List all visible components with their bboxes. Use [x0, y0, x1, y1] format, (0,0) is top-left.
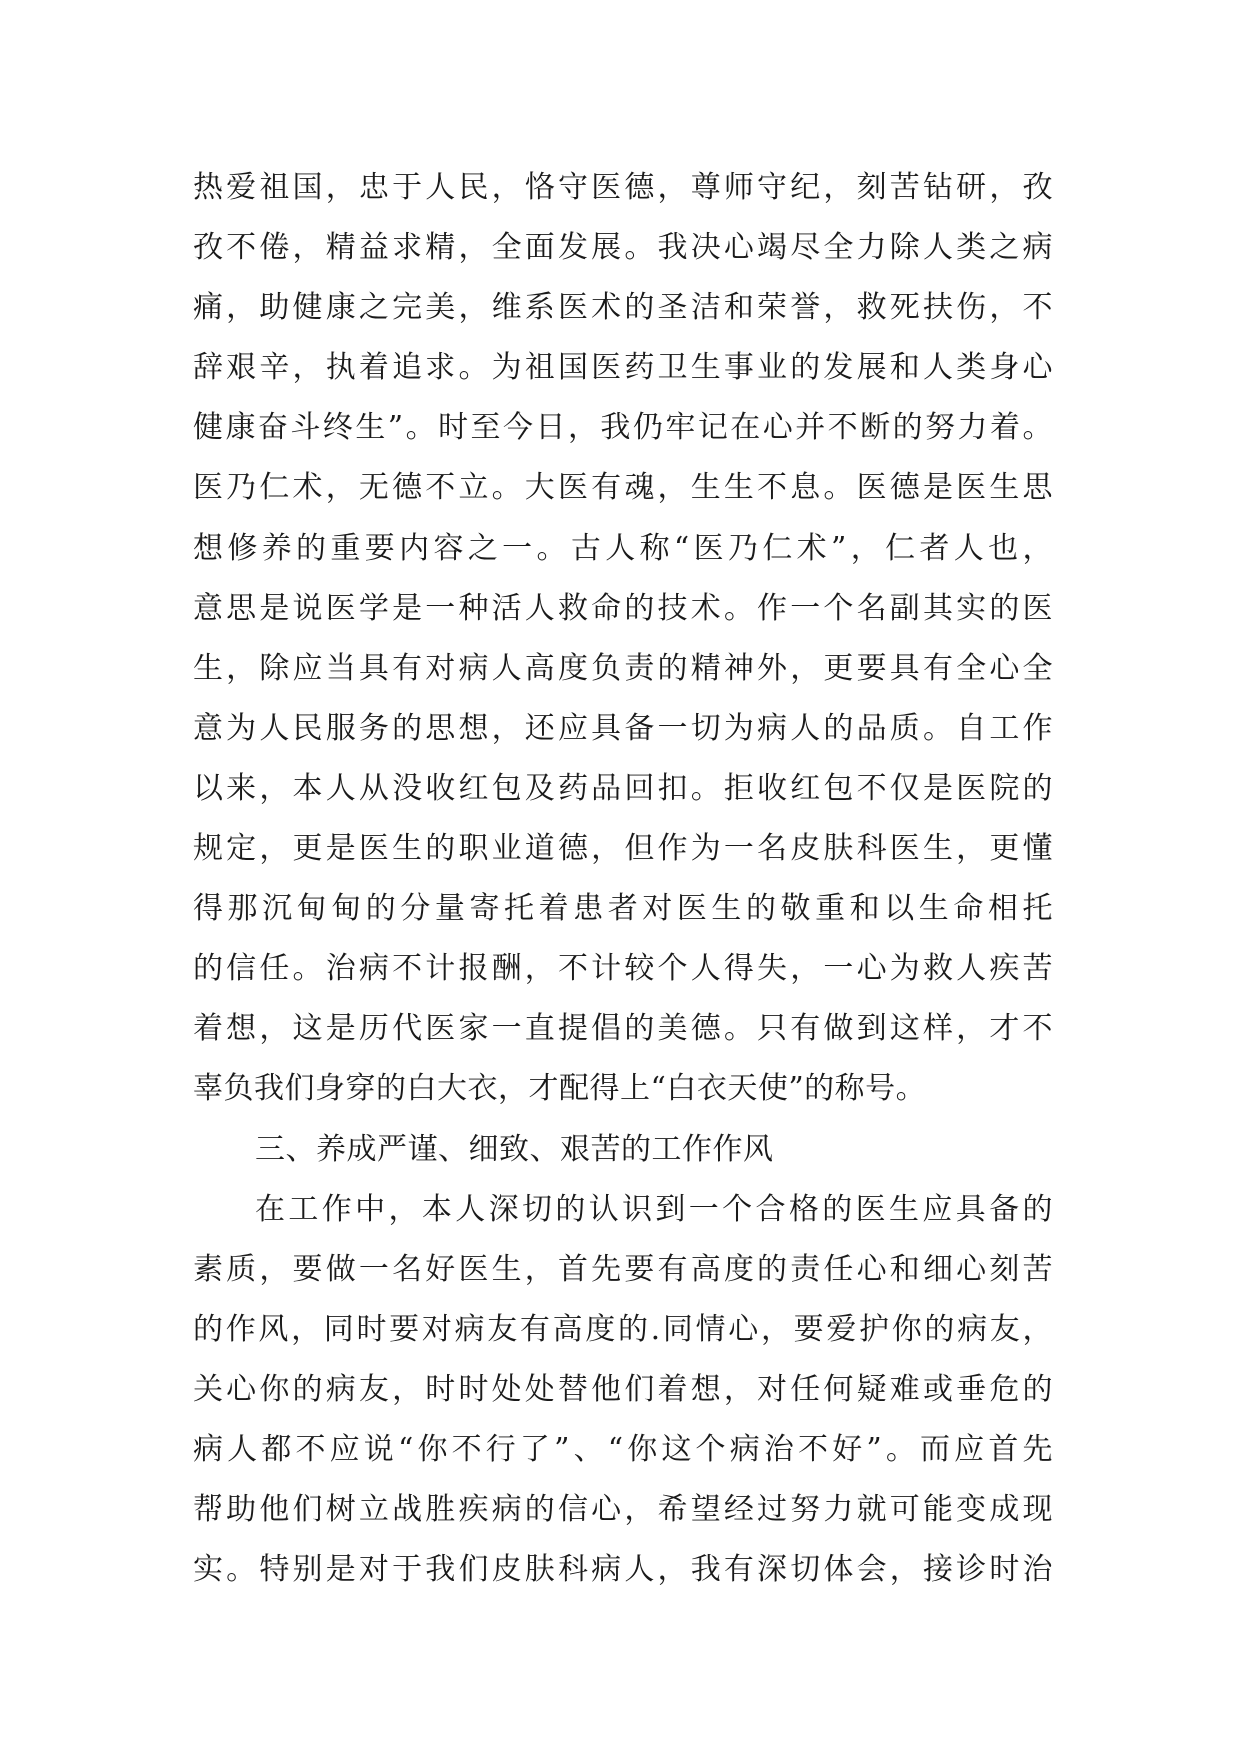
text-line: 实。特别是对于我们皮肤科病人，我有深切体会，接诊时治 [193, 1552, 1053, 1588]
text-line: 病人都不应说“你不行了”、“你这个病治不好”。而应首先 [193, 1431, 1053, 1467]
text-line: 规定，更是医生的职业道德，但作为一名皮肤科医生，更懂 [193, 831, 1053, 867]
text-line: 热爱祖国，忠于人民，恪守医德，尊师守纪，刻苦钻研，孜 [193, 170, 1053, 205]
text-line: 以来，本人从没收红包及药品回扣。拒收红包不仅是医院的 [193, 770, 1053, 806]
text-line: 孜不倦，精益求精，全面发展。我决心竭尽全力除人类之病 [193, 230, 1053, 266]
text-line: 关心你的病友，时时处处替他们着想，对任何疑难或垂危的 [193, 1371, 1053, 1407]
text-line: 辜负我们身穿的白大衣，才配得上“白衣天使”的称号。 [193, 1071, 927, 1107]
text-line: 痛，助健康之完美，维系医术的圣洁和荣誉，救死扶伤，不 [193, 290, 1053, 326]
text-line: 着想，这是历代医家一直提倡的美德。只有做到这样，才不 [193, 1011, 1053, 1047]
paragraph-2 [193, 1180, 1053, 1601]
text-line: 素质，要做一名好医生，首先要有高度的责任心和细心刻苦 [193, 1251, 1053, 1287]
text-line: 辞艰辛，执着追求。为祖国医药卫生事业的发展和人类身心 [193, 350, 1053, 386]
text-line: 的作风，同时要对病友有高度的.同情心，要爱护你的病友， [193, 1311, 1053, 1347]
text-line: 医乃仁术，无德不立。大医有魂，生生不息。医德是医生思 [193, 470, 1053, 506]
text-line: 的信任。治病不计报酬，不计较个人得失，一心为救人疾苦 [193, 951, 1053, 987]
text-line: 想修养的重要内容之一。古人称“医乃仁术”，仁者人也， [193, 530, 1053, 566]
section-heading: 三、养成严谨、细致、艰苦的工作作风 [255, 1131, 774, 1167]
text-line: 意思是说医学是一种活人救命的技术。作一个名副其实的医 [193, 590, 1053, 626]
text-line: 在工作中，本人深切的认识到一个合格的医生应具备的 [255, 1191, 1053, 1227]
text-line: 得那沉甸甸的分量寄托着患者对医生的敬重和以生命相托 [193, 891, 1053, 927]
text-line: 健康奋斗终生”。时至今日，我仍牢记在心并不断的努力着。 [193, 410, 1053, 446]
text-line: 帮助他们树立战胜疾病的信心，希望经过努力就可能变成现 [193, 1492, 1053, 1528]
body-text [193, 158, 1053, 1600]
text-line: 生，除应当具有对病人高度负责的精神外，更要具有全心全 [193, 650, 1053, 686]
text-line: 意为人民服务的思想，还应具备一切为病人的品质。自工作 [193, 710, 1053, 746]
paragraph-1 [193, 158, 1053, 1120]
